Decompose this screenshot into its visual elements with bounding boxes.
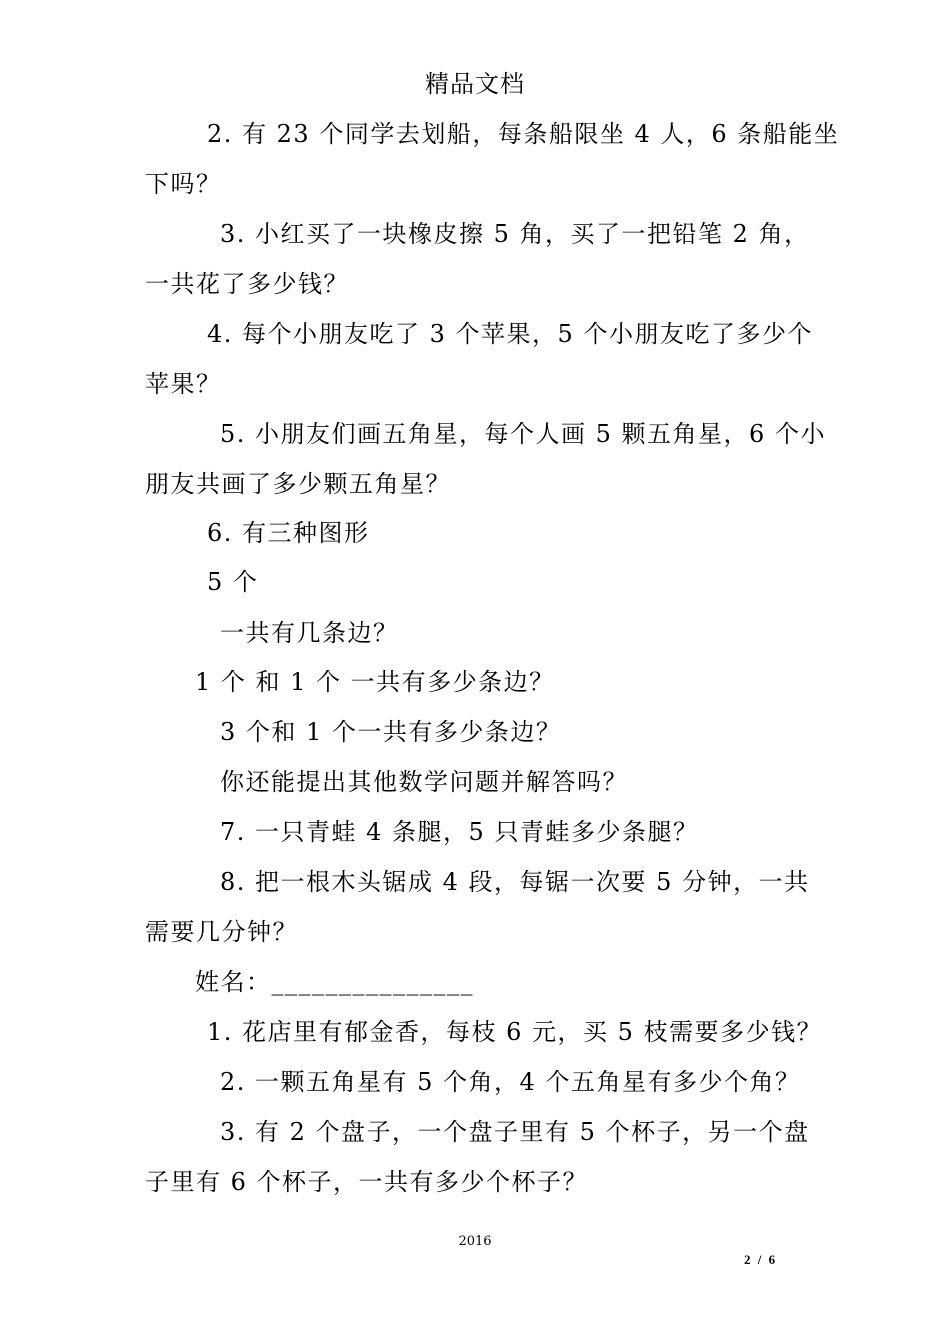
name-field: 姓名：_______________ — [195, 968, 474, 996]
question-line: 需要几分钟？ — [145, 918, 298, 946]
question-line: 一共花了多少钱？ — [145, 270, 349, 298]
question-line: 5 个 — [207, 568, 259, 596]
footer-year: 2016 — [458, 1234, 492, 1249]
question-line: 3. 小红买了一块橡皮擦 5 角，买了一把铅笔 2 角， — [220, 220, 810, 248]
question-line: 一共有几条边？ — [220, 619, 399, 647]
question-line: 1. 花店里有郁金香，每枝 6 元，买 5 枝需要多少钱？ — [207, 1018, 823, 1046]
question-line: 你还能提出其他数学问题并解答吗？ — [220, 768, 628, 796]
question-line: 下吗？ — [145, 170, 222, 198]
question-line: 子里有 6 个杯子，一共有多少个杯子？ — [145, 1168, 589, 1196]
question-line: 苹果？ — [145, 370, 222, 398]
question-line: 朋友共画了多少颗五角星？ — [145, 470, 451, 498]
question-line: 5. 小朋友们画五角星，每个人画 5 颗五角星，6 个小 — [220, 420, 826, 448]
question-line: 2. 有 23 个同学去划船，每条船限坐 4 人，6 条船能坐 — [207, 120, 840, 148]
question-line: 1 个 和 1 个 一共有多少条边？ — [195, 668, 555, 696]
question-line: 4. 每个小朋友吃了 3 个苹果，5 个小朋友吃了多少个 — [207, 320, 813, 348]
page-number: 2 / 6 — [744, 1252, 778, 1267]
document-header: 精品文档 — [425, 70, 525, 98]
question-line: 3. 有 2 个盘子，一个盘子里有 5 个杯子，另一个盘 — [220, 1118, 810, 1146]
question-line: 2. 一颗五角星有 5 个角，4 个五角星有多少个角？ — [220, 1068, 801, 1096]
question-line: 6. 有三种图形 — [207, 519, 370, 547]
question-line: 8. 把一根木头锯成 4 段，每锯一次要 5 分钟，一共 — [220, 868, 810, 896]
question-line: 3 个和 1 个一共有多少条边？ — [220, 718, 562, 746]
question-line: 7. 一只青蛙 4 条腿，5 只青蛙多少条腿？ — [220, 818, 699, 846]
